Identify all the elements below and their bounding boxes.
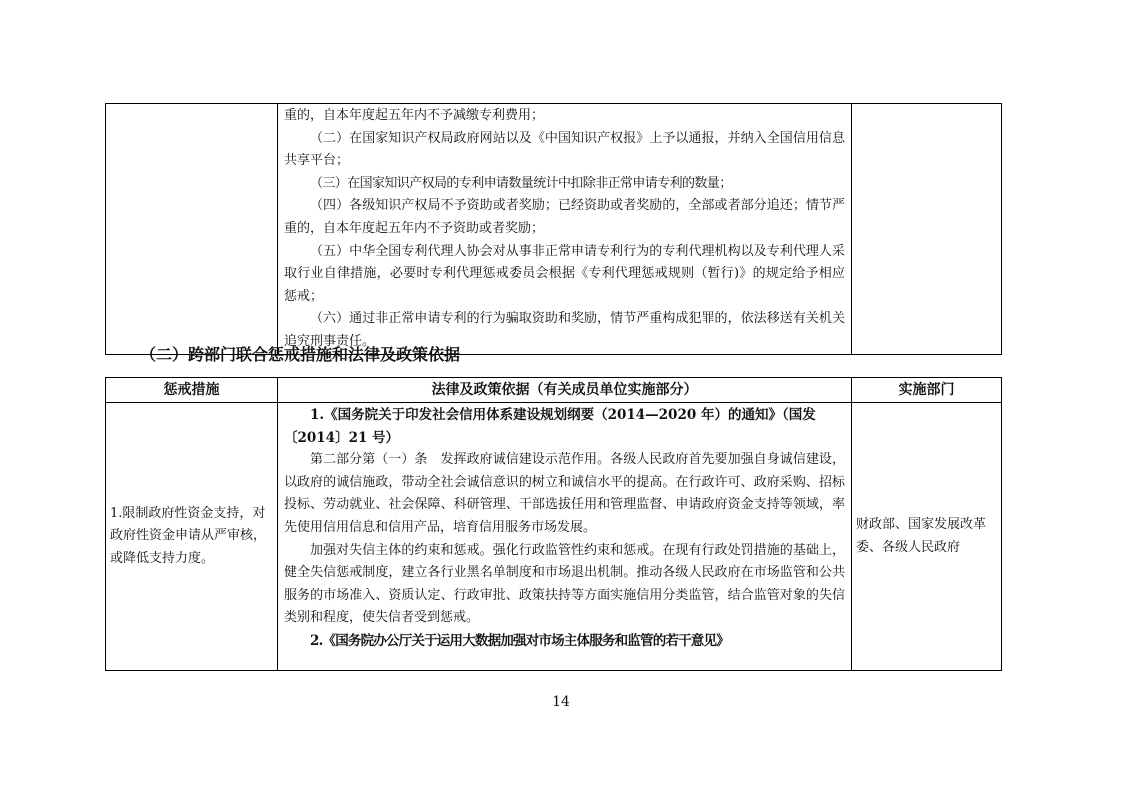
header-department: 实施部门 <box>852 378 1002 403</box>
top-law-cell <box>278 104 852 355</box>
law-title: 2.《国务院办公厅关于运用大数据加强对市场主体服务和监管的若干意见》 <box>310 632 729 649</box>
law-paragraph: 重的，自本年度起五年内不予减缴专利费用； <box>284 108 545 123</box>
law-title: 1.《国务院关于印发社会信用体系建设规划纲要（2014—2020 年）的通知》（国发〔2014〕21 号） <box>284 407 816 446</box>
law-paragraph: （四）各级知识产权局不予资助或者奖励；已经资助或者奖励的，全部或者部分追还；情节严重的，自本年度起五年内不予资助或者奖励； <box>284 198 845 236</box>
law-paragraph: （六）通过非正常申请专利的行为骗取资助和奖励，情节严重构成犯罪的，依法移送有关机关追究刑事责任。 <box>284 311 845 349</box>
measure-cell: 1.限制政府性资金支持，对政府性资金申请从严审核，或降低支持力度。 <box>106 403 278 671</box>
top-measure-cell <box>106 104 278 355</box>
law-paragraph: 第二部分第（一）条 发挥政府诚信建设示范作用。各级人民政府首先要加强自身诚信建设，以政府的诚信施政，带动全社会诚信意识的树立和诚信水平的提高。在行政许可、政府采购、招标投标、劳动就业、社会保障、科研管理、干部选拔任用和管理监督、申请政府资金支持等领域，率先使用信用信息和信用产品，培育信用服务市场发展。 <box>284 452 845 535</box>
top-continuation-table <box>105 103 1002 355</box>
table-header-row <box>106 378 1002 403</box>
law-paragraph: 加强对失信主体的约束和惩戒。强化行政监管性约束和惩戒。在现有行政处罚措施的基础上，健全失信惩戒制度，建立各行业黑名单制度和市场退出机制。推动各级人民政府在市场监管和公共服务的市场准入、资质认定、行政审批、政策扶持等方面实施信用分类监管，结合监管对象的失信类别和程度，使失信者受到惩戒。 <box>284 542 845 626</box>
table-row <box>106 403 1002 671</box>
header-measure: 惩戒措施 <box>106 378 278 403</box>
law-paragraph: （五）中华全国专利代理人协会对从事非正常申请专利行为的专利代理机构以及专利代理人采取行业自律措施，必要时专利代理惩戒委员会根据《专利代理惩戒规则（暂行)》的规定给予相应惩戒； <box>284 243 845 304</box>
department-cell: 财政部、国家发展改革委、各级人民政府 <box>852 403 1002 671</box>
law-paragraph: （三）在国家知识产权局的专利申请数量统计中扣除非正常申请专利的数量； <box>310 175 732 191</box>
header-law-basis: 法律及政策依据（有关成员单位实施部分） <box>278 378 852 403</box>
page-number: 14 <box>552 694 570 710</box>
law-basis-cell <box>278 403 852 671</box>
law-paragraph: （二）在国家知识产权局政府网站以及《中国知识产权报》上予以通报，并纳入全国信用信息共享平台； <box>284 130 845 169</box>
joint-punishment-table <box>105 377 1002 671</box>
top-department-cell <box>852 104 1002 355</box>
section-heading: （二）跨部门联合惩戒措施和法律及政策依据 <box>140 345 461 364</box>
